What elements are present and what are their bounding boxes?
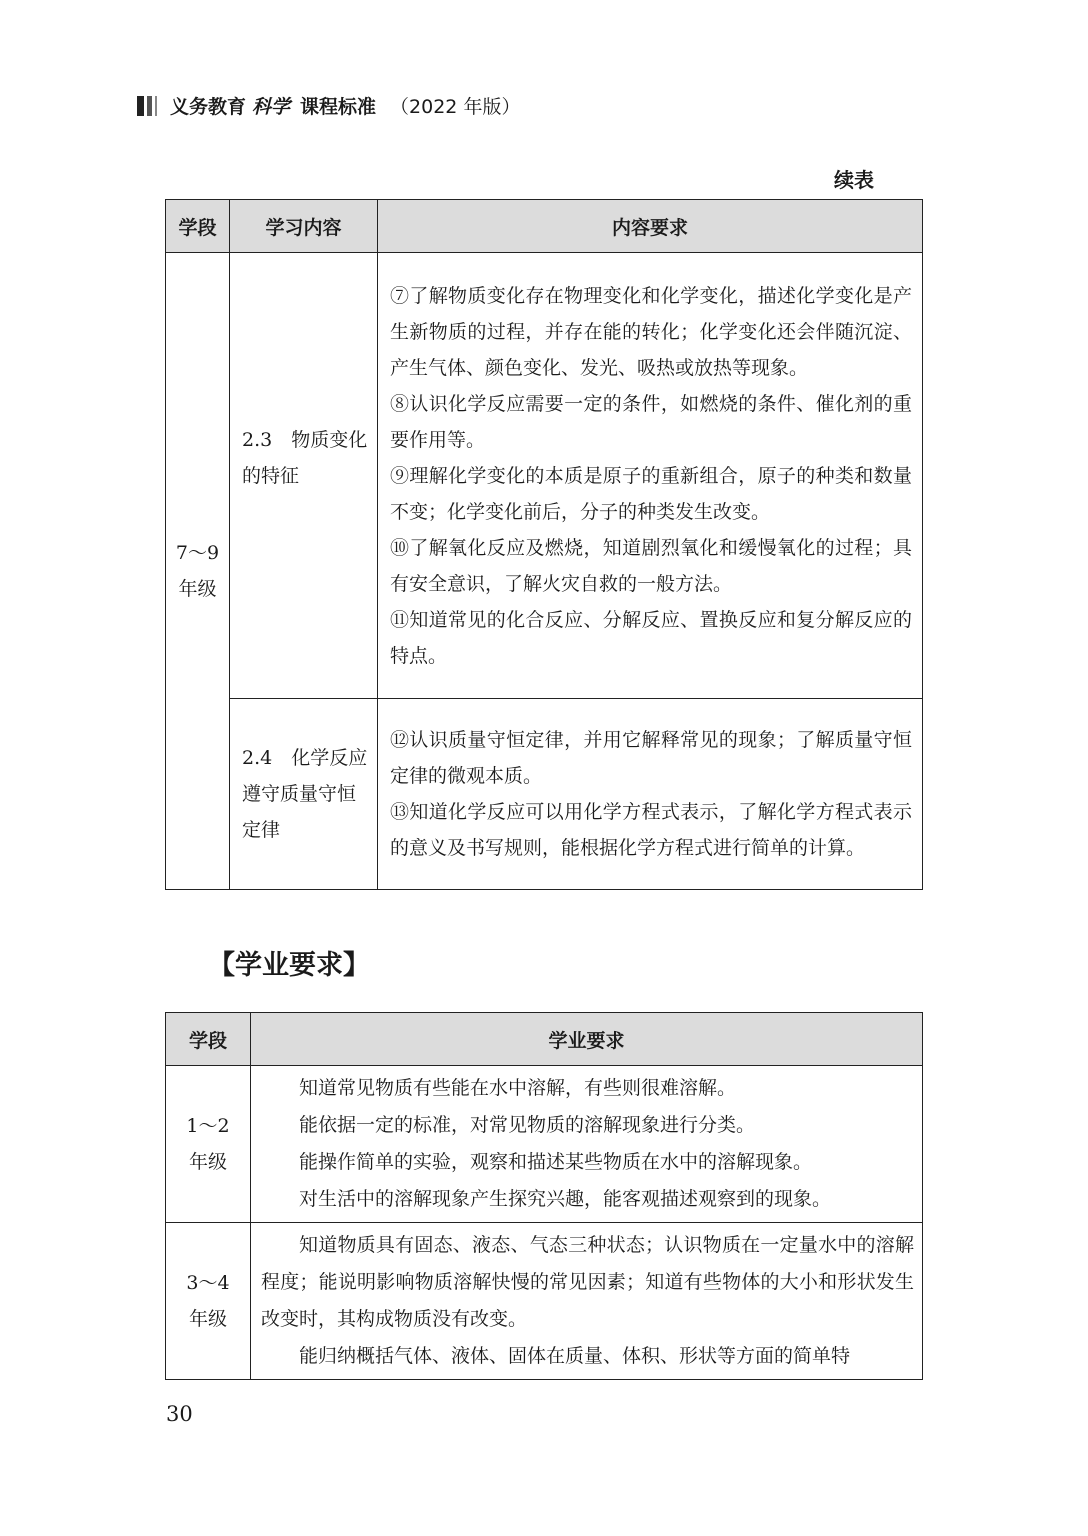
header-achievement: 学业要求 [251, 1013, 923, 1066]
continued-label: 续表 [834, 168, 874, 192]
achievement-item: 能操作简单的实验，观察和描述某些物质在水中的溶解现象。 [299, 1151, 813, 1173]
achievement-cell [251, 1223, 923, 1380]
requirement-item: ⑪知道常见的化合反应、分解反应、置换反应和复分解反应的特点。 [390, 608, 912, 667]
header-requirements: 内容要求 [378, 200, 923, 253]
stage-range: 1～2 [186, 1115, 230, 1137]
topic-title: 2.3 物质变化的特征 [242, 428, 368, 487]
running-header [137, 92, 520, 119]
table-header-row [166, 1013, 923, 1066]
header-part2: 科学 [252, 96, 291, 118]
content-table [165, 199, 923, 890]
topic-title: 2.4 化学反应遵守质量守恒定律 [242, 747, 368, 841]
table-row [166, 1066, 923, 1223]
stage-range: 7～9 [175, 542, 220, 564]
header-part1: 义务教育 [170, 96, 247, 118]
stage-cell [166, 1066, 251, 1223]
page-number: 30 [166, 1402, 193, 1426]
requirement-item: ⑨理解化学变化的本质是原子的重新组合，原子的种类和数量不变；化学变化前后，分子的种类发生改变。 [390, 464, 912, 523]
topic-cell [230, 699, 378, 890]
requirement-item: ⑬知道化学反应可以用化学方程式表示，了解化学方程式表示的意义及书写规则，能根据化学方程式进行简单的计算。 [390, 801, 912, 859]
achievement-item: 能依据一定的标准，对常见物质的溶解现象进行分类。 [299, 1114, 756, 1136]
table-row [166, 1223, 923, 1380]
header-edition: （2022 年版） [390, 96, 521, 118]
section-title: 【学业要求】 [208, 950, 370, 981]
achievement-item: 知道物质具有固态、液态、气态三种状态；认识物质在一定量水中的溶解程度；能说明影响物质溶解快慢的常见因素；知道有些物体的大小和形状发生改变时，其构成物质没有改变。 [261, 1234, 914, 1330]
stage-range: 3～4 [186, 1272, 230, 1294]
requirement-item: ⑩了解氧化反应及燃烧，知道剧烈氧化和缓慢氧化的过程；具有安全意识，了解火灾自救的一般方法。 [390, 536, 912, 595]
header-stage: 学段 [166, 1013, 251, 1066]
stage-cell [166, 1223, 251, 1380]
requirements-cell [378, 253, 923, 699]
header-part3: 课程标准 [300, 96, 377, 118]
stage-grade: 年级 [188, 1308, 227, 1330]
achievement-cell [251, 1066, 923, 1223]
requirement-item: ⑦了解物质变化存在物理变化和化学变化，描述化学变化是产生新物质的过程，并存在能的转化；化学变化还会伴随沉淀、产生气体、颜色变化、发光、吸热或放热等现象。 [390, 284, 912, 379]
table-row [166, 253, 923, 699]
table-header-row [166, 200, 923, 253]
header-stage: 学段 [166, 200, 230, 253]
achievement-item: 能归纳概括气体、液体、固体在质量、体积、形状等方面的简单特 [299, 1345, 851, 1367]
table-row [166, 699, 923, 890]
achievement-item: 对生活中的溶解现象产生探究兴趣，能客观描述观察到的现象。 [299, 1188, 832, 1210]
achievement-table [165, 1012, 923, 1380]
header-topic: 学习内容 [230, 200, 378, 253]
stage-grade: 年级 [178, 578, 217, 600]
requirement-item: ⑫认识质量守恒定律，并用它解释常见的现象；了解质量守恒定律的微观本质。 [390, 729, 912, 787]
requirement-item: ⑧认识化学反应需要一定的条件，如燃烧的条件、催化剂的重要作用等。 [390, 392, 912, 451]
achievement-item: 知道常见物质有些能在水中溶解，有些则很难溶解。 [299, 1077, 737, 1099]
stage-cell [166, 253, 230, 890]
requirements-cell [378, 699, 923, 890]
topic-cell [230, 253, 378, 699]
header-bars-icon [137, 96, 160, 116]
stage-grade: 年级 [188, 1151, 227, 1173]
